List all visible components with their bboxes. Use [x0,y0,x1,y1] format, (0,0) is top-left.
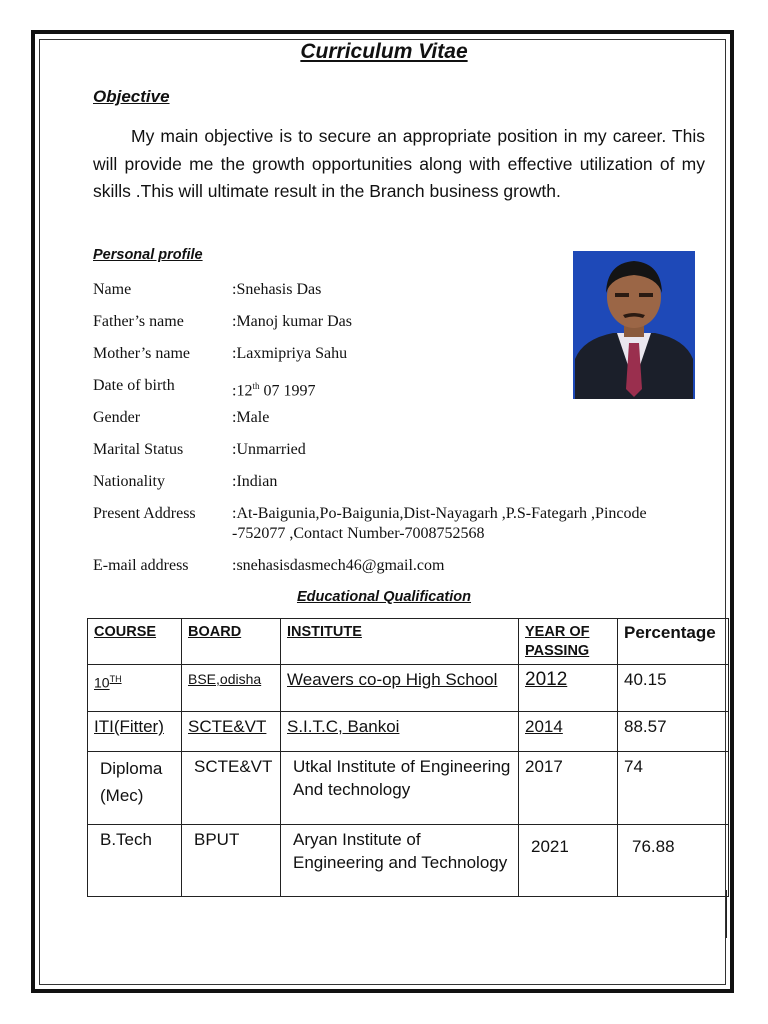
table-row [88,825,729,897]
table-cell: BSE,odisha [182,665,281,712]
profile-label: Date of birth [93,377,175,394]
table-cell: Utkal Institute of Engineering And technology [281,752,519,825]
table-row [88,665,729,712]
table-header-row [88,619,729,665]
table-cell: SCTE&VT [182,712,281,752]
table-cell [88,665,182,712]
objective-heading: Objective [93,87,170,106]
profile-label: Gender [93,409,141,426]
table-cell: 40.15 [618,665,729,712]
profile-value: :Snehasis Das [232,281,322,298]
profile-value: :At-Baigunia,Po-Baigunia,Dist-Nayagarh ,P.S-Fategarh ,Pincode -752077 ,Contact Number-7008752568 [232,505,647,542]
column-header: BOARD [182,619,281,665]
education-heading: Educational Qualification [296,589,472,605]
profile-label: Father’s name [93,313,184,330]
table-row [88,752,729,825]
profile-label: Name [93,281,132,298]
table-cell: BPUT [182,825,281,897]
profile-label: Mother’s name [93,345,191,362]
table-cell: S.I.T.C, Bankoi [281,712,519,752]
profile-value: :Unmarried [232,441,306,458]
profile-label: E-mail address [93,557,189,574]
objective-text: My main objective is to secure an appropriate position in my career. This will provide me the growth opportunities along with effective utilization of my skills .This will ultimate result in the Branch business growth. [93,126,705,201]
profile-label: Nationality [93,473,165,490]
table-cell: 76.88 [618,825,729,897]
profile-value [232,376,712,401]
education-table [87,618,729,897]
dob-rest: 07 1997 [259,382,316,400]
table-cell: Diploma (Mec) [88,752,182,825]
table-row [88,712,729,752]
table-cell: 2014 [519,712,618,752]
table-cell: Weavers co-op High School [281,665,519,712]
column-header: INSTITUTE [281,619,519,665]
table-cell: 2021 [519,825,618,897]
table-cell: 2012 [519,665,618,712]
profile-value: :Laxmipriya Sahu [232,345,348,362]
dob-ordinal: th [252,381,260,391]
column-header: Percentage [618,619,729,665]
table-cell: 2017 [519,752,618,825]
table-cell: 74 [618,752,729,825]
table-cell: SCTE&VT [182,752,281,825]
column-header: YEAR OF PASSING [519,619,618,665]
table-cell: ITI(Fitter) [88,712,182,752]
course-sup: TH [109,674,122,684]
table-edge-line [726,890,727,938]
table-cell: B.Tech [88,825,182,897]
profile-value: :Male [232,409,270,426]
profile-value: :Manoj kumar Das [232,313,352,330]
profile-value: :Indian [232,473,278,490]
profile-value: :snehasisdasmech46@gmail.com [232,557,445,574]
profile-label: Present Address [93,505,196,522]
profile-label: Marital Status [93,441,184,458]
document-title: Curriculum Vitae [300,40,468,63]
course-10: 10 [94,674,110,691]
table-cell: 88.57 [618,712,729,752]
dob-day: :12 [232,382,253,400]
table-cell: Aryan Institute of Engineering and Technology [281,825,519,897]
personal-profile-heading: Personal profile [93,247,203,263]
column-header: COURSE [88,619,182,665]
